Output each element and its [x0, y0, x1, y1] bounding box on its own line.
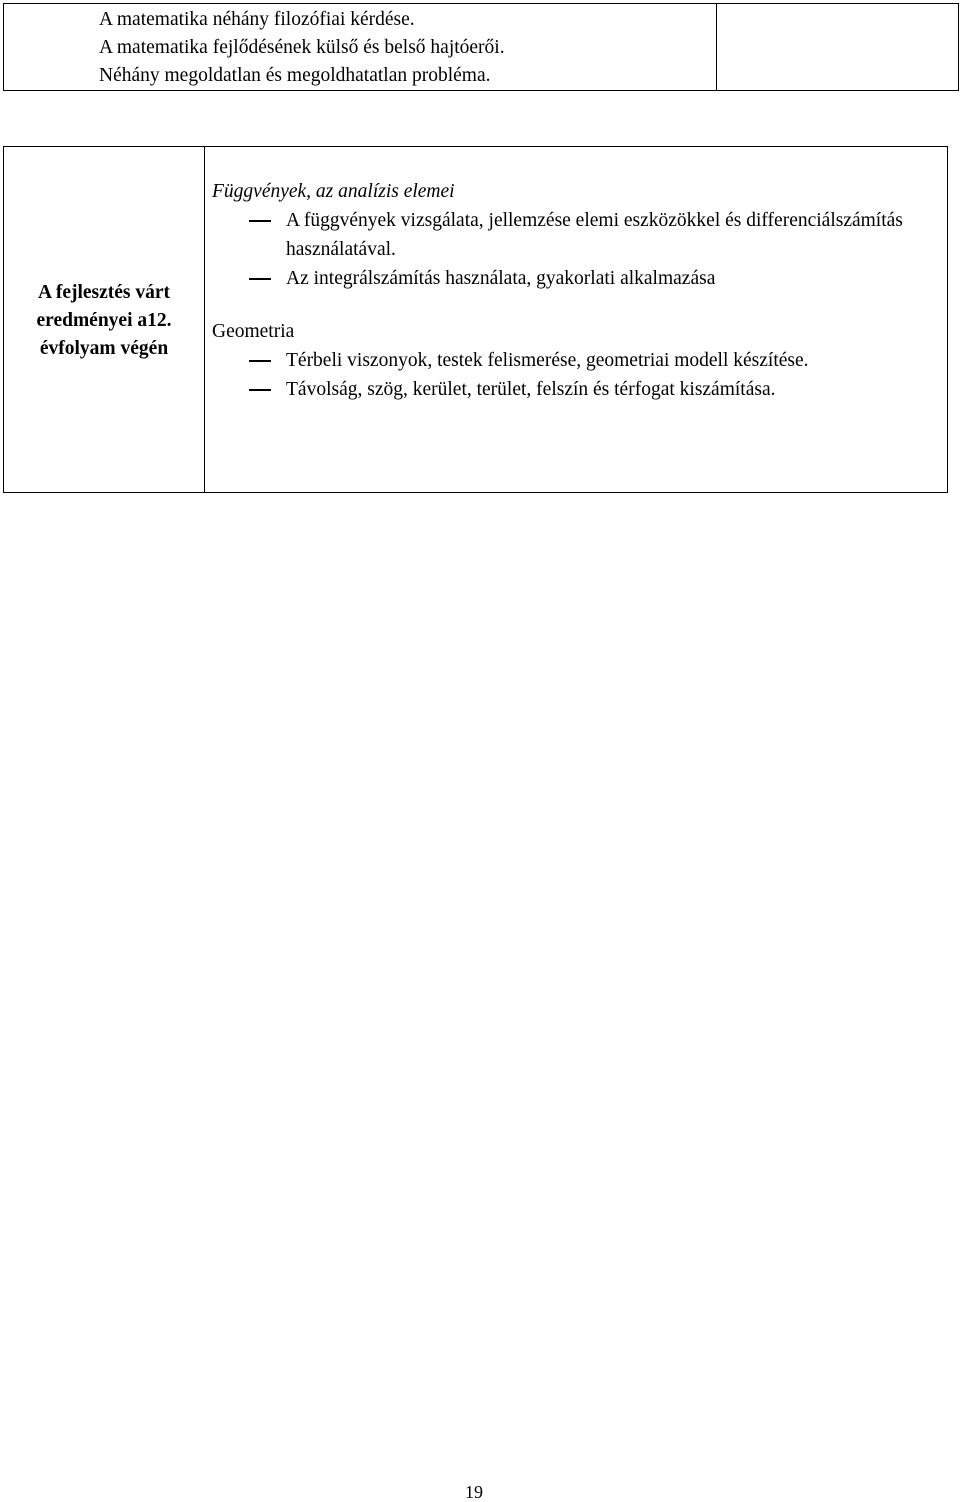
top-line: A matematika fejlődésének külső és belső hajtóerői.: [99, 37, 505, 58]
page-number: 19: [465, 1482, 483, 1502]
top-left-cell: [4, 4, 717, 91]
bullet-text: A függvények vizsgálata, jellemzése elemi eszközökkel és differenciálszámítás használatával.: [286, 210, 903, 260]
outcomes-label: [4, 277, 204, 363]
outcomes-label-cell: [4, 147, 205, 493]
dash-icon: [249, 220, 271, 222]
outcomes-table: [3, 146, 948, 493]
dash-icon: [249, 360, 271, 362]
top-line: Néhány megoldatlan és megoldhatatlan probléma.: [99, 65, 491, 86]
bullet-text: Az integrálszámítás használata, gyakorlati alkalmazása: [286, 268, 716, 289]
dash-icon: [249, 278, 271, 280]
bullet-item: [212, 346, 947, 375]
bullet-text: Távolság, szög, kerület, terület, felszín és térfogat kiszámítása.: [286, 379, 776, 400]
section-title-geometry: Geometria: [212, 321, 295, 342]
top-table: [3, 3, 959, 91]
outcomes-content-cell: [205, 147, 948, 493]
outcomes-content: [205, 147, 947, 404]
top-line: A matematika néhány filozófiai kérdése.: [99, 9, 415, 30]
bullet-item: [212, 264, 947, 293]
section-gap: [212, 293, 947, 317]
top-right-cell: [717, 4, 959, 91]
top-lines: [4, 4, 716, 90]
label-line: eredményei a12.: [36, 309, 172, 331]
bullet-item: [212, 206, 947, 264]
section-title-functions: Függvények, az analízis elemei: [212, 181, 455, 202]
bullet-text: Térbeli viszonyok, testek felismerése, geometriai modell készítése.: [286, 350, 809, 371]
dash-icon: [249, 389, 271, 391]
label-line: évfolyam végén: [39, 337, 169, 359]
bullet-item: [212, 375, 947, 404]
label-line: A fejlesztés várt: [37, 281, 171, 303]
